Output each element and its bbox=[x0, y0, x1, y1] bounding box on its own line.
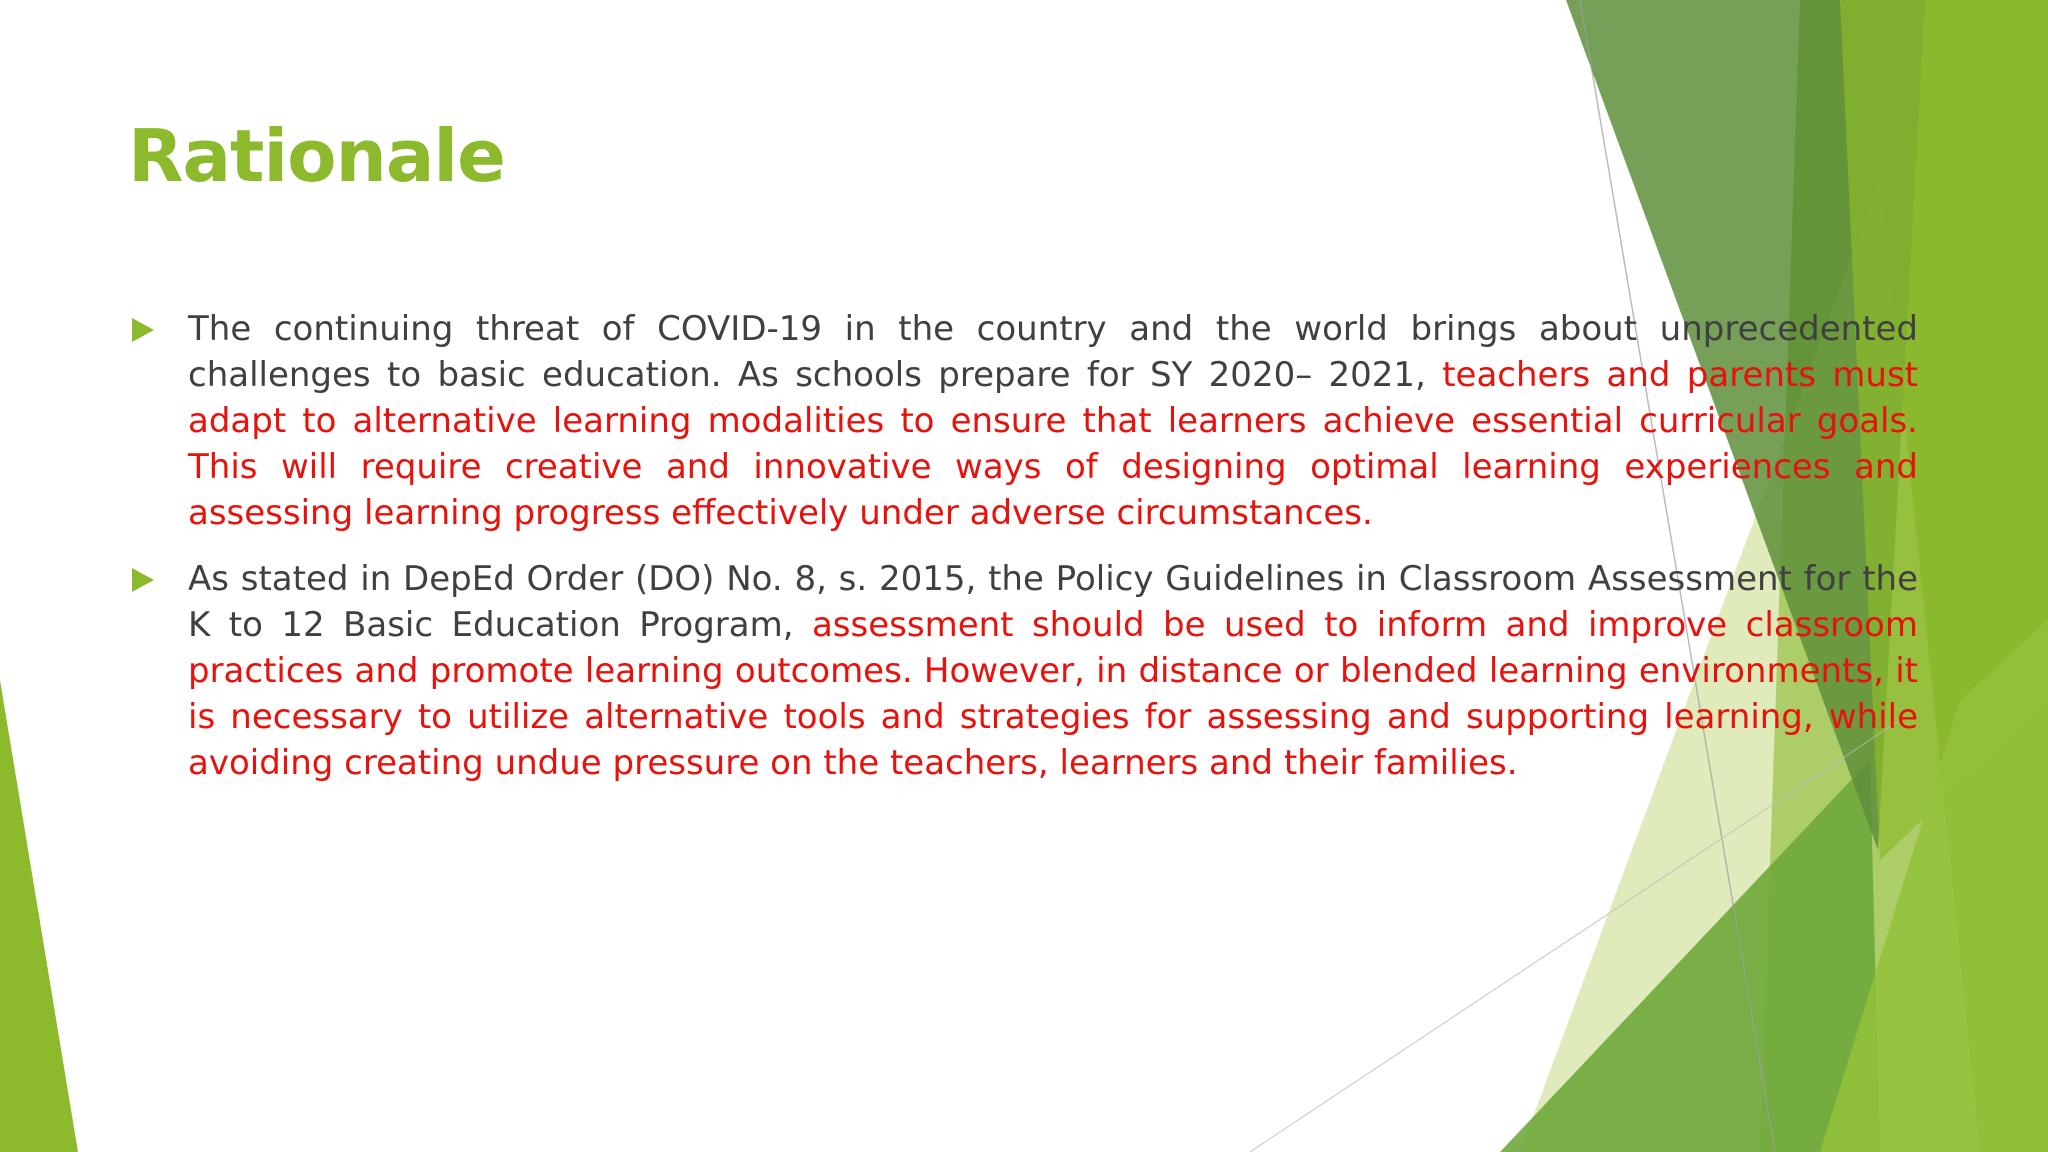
bullet-plain-text: As stated in DepEd Order (DO) No. 8, s. 2015, the Policy Guidelines in Classroom Assessment for the K to 12 Basic Education Program, bbox=[188, 559, 1918, 645]
triangle-bullet-icon bbox=[132, 568, 154, 592]
bullet-highlight-text: teachers and parents must adapt to alternative learning modalities to ensure that learners achieve essential curricular goals. This will require creative and innovative ways of designing optimal learning experiences and assessing learning progress effectively under adverse circumstances. bbox=[188, 355, 1919, 533]
bullet-list bbox=[132, 306, 1918, 806]
triangle-bullet-icon bbox=[132, 318, 154, 342]
bullet-item bbox=[132, 556, 1918, 786]
bullet-highlight-text: assessment should be used to inform and improve classroom practices and promote learning outcomes. However, in distance or blended learning environments, it is necessary to utilize alternative tools and strategies for assessing and supporting learning, while avoiding creating undue pressure on the teachers, learners and their families. bbox=[188, 605, 1918, 783]
left-accent-shape bbox=[0, 680, 78, 1152]
bullet-item bbox=[132, 306, 1918, 536]
slide-title: Rationale bbox=[128, 114, 505, 198]
bullet-plain-text: The continuing threat of COVID-19 in the country and the world brings about unprecedented challenges to basic education. As schools prepare for SY 2020– 2021, bbox=[188, 309, 1918, 395]
